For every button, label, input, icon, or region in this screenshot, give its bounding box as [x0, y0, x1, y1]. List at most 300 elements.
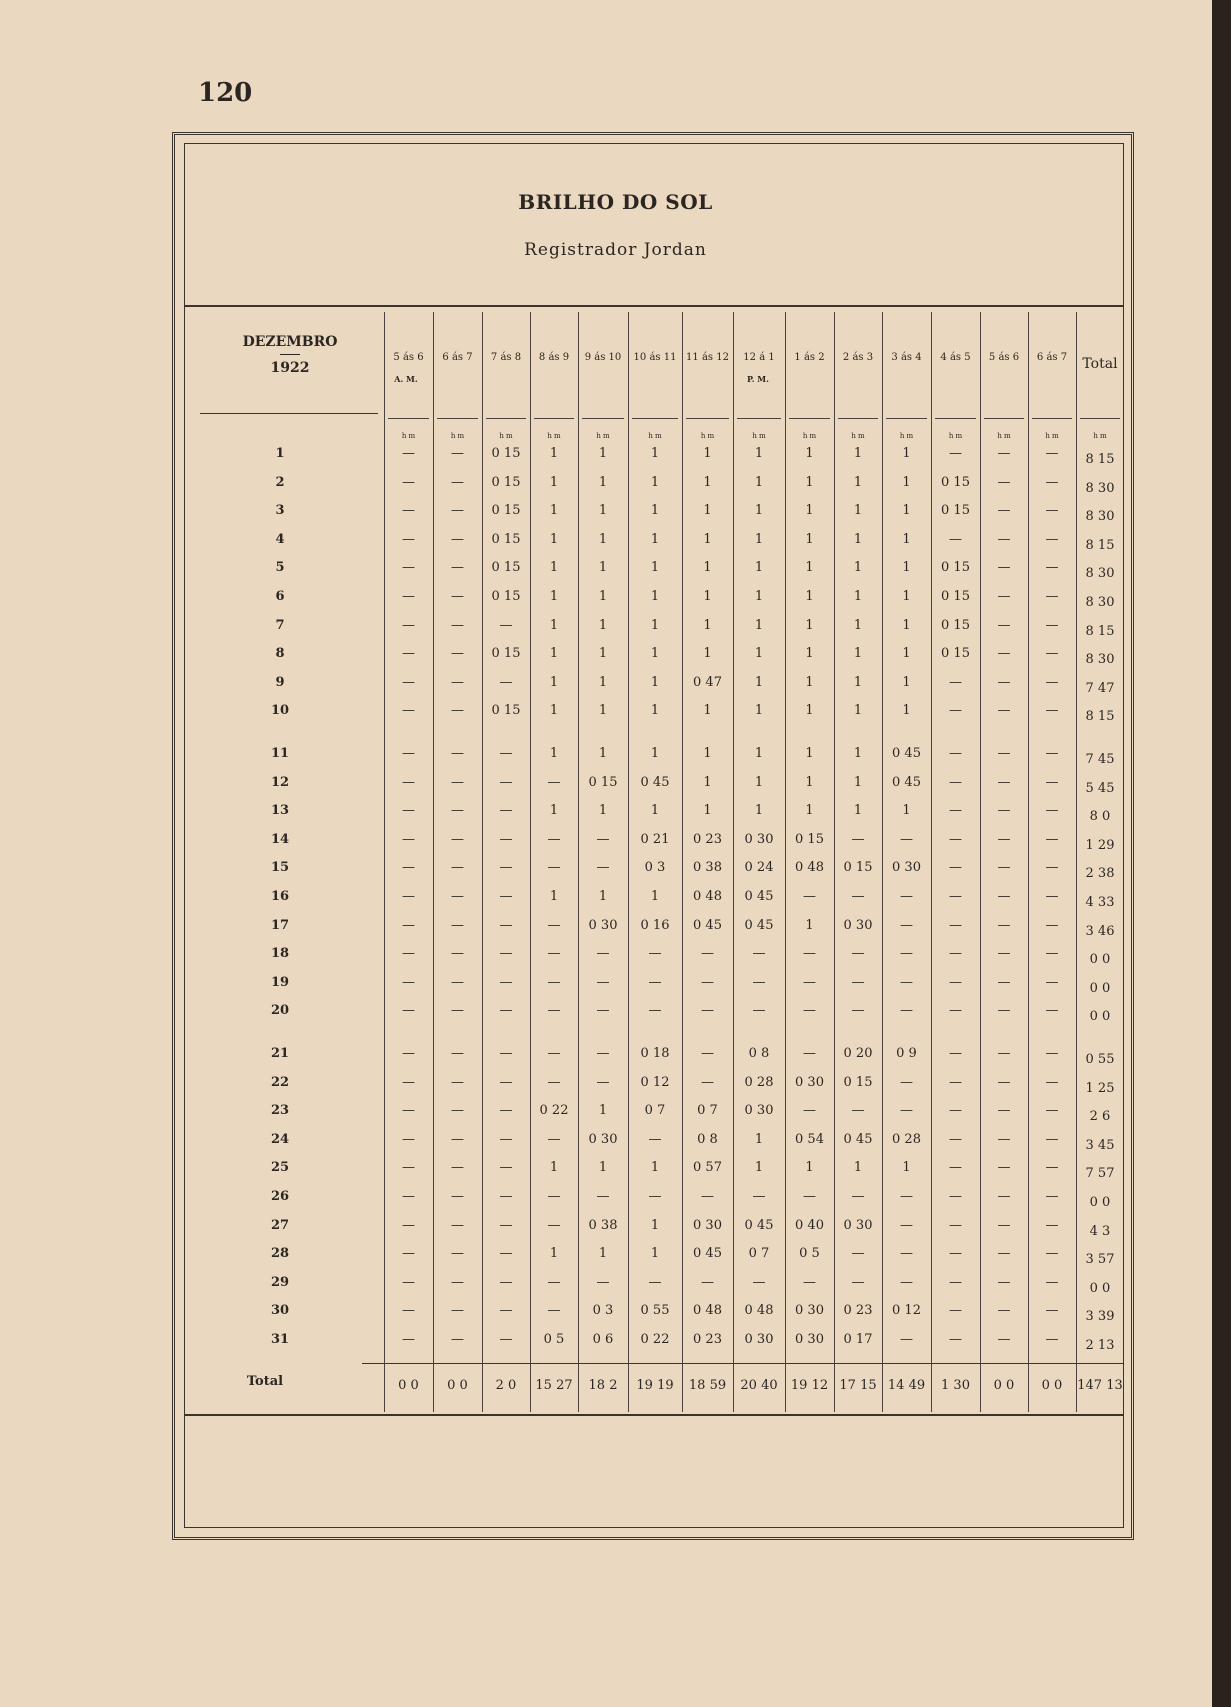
table-cell: — — [451, 1189, 464, 1204]
table-cell: 0 45 — [744, 889, 774, 904]
table-cell: — — [402, 646, 415, 662]
unit-label: h m — [401, 432, 416, 440]
table-cell: — — [648, 1003, 662, 1019]
table-cell: — — [701, 1046, 714, 1061]
total-cell: 15 27 — [535, 1378, 573, 1393]
table-cell: 1 — [805, 503, 814, 519]
year-label: 1922 — [270, 360, 310, 376]
table-cell: 0 45 — [892, 774, 921, 790]
table-cell: 0 15 — [941, 503, 970, 519]
table-cell: 2 38 — [1085, 866, 1115, 882]
table-cell: — — [499, 774, 513, 790]
table-cell: — — [701, 1274, 714, 1290]
table-cell: — — [402, 803, 415, 819]
table-cell: — — [701, 974, 714, 990]
table-cell: 0 15 — [795, 831, 824, 847]
table-cell: 1 — [754, 803, 764, 819]
table-cell: — — [997, 446, 1011, 461]
table-cell: — — [451, 831, 464, 847]
table-cell: — — [451, 474, 464, 490]
table-cell: — — [402, 503, 415, 519]
table-cell: — — [402, 774, 415, 790]
table-cell: — — [499, 1303, 513, 1319]
total-cell: 1 30 — [941, 1378, 970, 1393]
header-underline — [632, 418, 678, 419]
table-cell: — — [997, 917, 1011, 933]
table-cell: — — [1045, 1103, 1059, 1119]
table-cell: — — [451, 1246, 464, 1262]
table-cell: 0 15 — [491, 646, 521, 662]
table-cell: 1 25 — [1085, 1080, 1115, 1096]
table-cell: 1 — [598, 503, 608, 519]
table-cell: — — [499, 860, 513, 876]
table-cell: — — [949, 1189, 962, 1204]
table-cell: — — [1045, 1160, 1059, 1176]
table-cell: — — [949, 531, 962, 547]
table-cell: 1 — [549, 1160, 559, 1176]
table-cell: 0 3 — [644, 860, 666, 876]
table-cell: — — [949, 1217, 962, 1233]
day-label: 17 — [270, 917, 290, 933]
table-cell: — — [949, 1074, 962, 1090]
unit-label: h m — [851, 432, 865, 440]
table-cell: 0 15 — [491, 703, 521, 719]
table-cell: 0 24 — [744, 860, 774, 876]
column-header: 5 ás 6 — [393, 352, 424, 363]
table-cell: — — [997, 946, 1011, 962]
table-cell: — — [997, 1160, 1011, 1176]
table-cell: — — [997, 531, 1011, 547]
day-label: 13 — [270, 803, 290, 819]
unit-label: h m — [450, 432, 465, 440]
total-row-label: Total — [246, 1374, 284, 1389]
table-cell: — — [949, 1332, 962, 1347]
table-cell: — — [402, 746, 415, 761]
column-header: 5 ás 6 — [988, 352, 1020, 363]
table-cell: — — [402, 1103, 415, 1119]
day-label: 16 — [270, 889, 290, 904]
table-cell: 1 — [754, 474, 764, 490]
table-cell: 1 — [650, 617, 660, 633]
table-cell: — — [451, 617, 464, 633]
table-cell: 5 45 — [1085, 780, 1115, 796]
table-cell: 1 — [598, 703, 608, 719]
table-cell: — — [451, 560, 464, 576]
table-cell: 1 — [754, 703, 764, 719]
table-cell: — — [1045, 974, 1059, 990]
table-cell: 1 — [598, 560, 608, 576]
table-cell: — — [547, 860, 561, 876]
table-cell: — — [499, 831, 513, 847]
month-label: DEZEMBRO — [242, 334, 338, 350]
column-header: 11 ás 12 — [686, 352, 729, 363]
unit-label: h m — [1045, 432, 1059, 440]
table-cell: — — [949, 974, 962, 990]
table-cell: 1 — [853, 617, 863, 633]
table-cell: — — [851, 1003, 865, 1019]
unit-label: h m — [499, 432, 513, 440]
table-cell: — — [451, 1332, 464, 1347]
table-cell: 1 — [902, 646, 911, 662]
total-row-rule — [362, 1363, 1124, 1364]
table-cell: 0 5 — [799, 1246, 820, 1262]
table-cell: — — [402, 703, 415, 719]
table-cell: — — [451, 803, 464, 819]
day-label: 15 — [270, 860, 290, 876]
table-cell: 1 — [754, 1160, 764, 1176]
table-cell: 0 45 — [892, 746, 921, 761]
table-cell: — — [752, 1003, 766, 1019]
table-cell: 0 15 — [941, 474, 970, 490]
table-cell: 0 30 — [588, 1131, 618, 1147]
table-cell: 0 21 — [640, 831, 670, 847]
column-header: Total — [1082, 356, 1118, 372]
table-cell: 1 — [650, 646, 660, 662]
table-cell: 1 — [549, 1246, 559, 1262]
table-cell: — — [402, 617, 415, 633]
table-cell: 1 — [853, 503, 863, 519]
table-cell: 1 — [549, 803, 559, 819]
table-cell: — — [997, 974, 1011, 990]
table-cell: 8 15 — [1085, 537, 1115, 553]
column-header: 1 ás 2 — [794, 352, 825, 363]
table-cell: 8 30 — [1085, 652, 1115, 668]
table-cell: 1 — [754, 674, 764, 690]
table-cell: — — [1045, 1303, 1059, 1319]
table-cell: — — [596, 831, 610, 847]
table-cell: — — [803, 1046, 816, 1061]
table-subtitle: Registrador Jordan — [524, 240, 707, 260]
table-cell: — — [1045, 774, 1059, 790]
table-cell: 0 30 — [744, 831, 774, 847]
table-cell: — — [547, 1217, 561, 1233]
table-cell: — — [997, 1217, 1011, 1233]
table-cell: 4 3 — [1089, 1223, 1111, 1239]
day-label: 21 — [270, 1046, 290, 1061]
table-cell: 1 — [754, 560, 764, 576]
table-cell: — — [1045, 1189, 1059, 1204]
table-cell: 0 45 — [843, 1131, 873, 1147]
table-cell: — — [499, 1332, 513, 1347]
table-cell: 0 30 — [744, 1103, 774, 1119]
table-cell: 1 — [703, 617, 712, 633]
table-cell: 1 — [902, 446, 911, 461]
table-cell: 1 — [650, 1160, 660, 1176]
day-label: 28 — [270, 1246, 290, 1262]
table-cell: 8 30 — [1085, 480, 1115, 496]
table-cell: 1 — [805, 674, 814, 690]
table-cell: — — [997, 1303, 1011, 1319]
table-cell: — — [451, 503, 464, 519]
table-cell: 0 8 — [697, 1131, 718, 1147]
table-cell: — — [499, 1274, 513, 1290]
day-label: 6 — [275, 589, 285, 604]
table-cell: 0 23 — [693, 831, 722, 847]
column-header: 6 ás 7 — [442, 352, 473, 363]
header-underline — [1032, 418, 1072, 419]
table-cell: 0 47 — [693, 674, 722, 690]
table-cell: 0 28 — [892, 1131, 921, 1147]
total-cell: 2 0 — [495, 1378, 517, 1393]
month-underline — [200, 413, 378, 414]
table-cell: 0 30 — [843, 1217, 873, 1233]
table-cell: — — [803, 946, 816, 962]
column-header: 7 ás 8 — [490, 352, 522, 363]
day-label: 7 — [275, 617, 285, 633]
table-cell: 1 — [650, 889, 660, 904]
table-cell: 1 — [703, 560, 712, 576]
table-cell: 1 — [853, 674, 863, 690]
table-cell: 3 39 — [1085, 1309, 1115, 1325]
table-cell: — — [596, 1046, 610, 1061]
table-cell: — — [997, 1074, 1011, 1090]
table-cell: 1 — [805, 474, 814, 490]
table-cell: — — [648, 1189, 662, 1204]
table-cell: — — [851, 1189, 865, 1204]
table-cell: 1 — [805, 803, 814, 819]
table-cell: 0 38 — [693, 860, 722, 876]
total-cell: 14 49 — [887, 1378, 926, 1393]
table-cell: — — [1045, 889, 1059, 904]
table-cell: — — [1045, 1003, 1059, 1019]
day-label: 18 — [270, 946, 290, 962]
table-bottom-rule — [184, 1414, 1124, 1416]
table-cell: 3 46 — [1085, 923, 1115, 939]
table-cell: — — [752, 1274, 766, 1290]
table-cell: — — [499, 917, 513, 933]
table-cell: — — [402, 446, 415, 461]
table-cell: 1 — [549, 474, 559, 490]
table-cell: — — [851, 889, 865, 904]
table-cell: 1 — [805, 774, 814, 790]
table-cell: — — [1045, 617, 1059, 633]
table-cell: 0 15 — [941, 589, 970, 604]
table-cell: — — [547, 774, 561, 790]
table-cell: 0 45 — [693, 917, 722, 933]
table-cell: — — [648, 1131, 662, 1147]
table-cell: 1 — [805, 617, 814, 633]
table-cell: — — [402, 860, 415, 876]
table-cell: — — [499, 889, 513, 904]
table-cell: — — [547, 1303, 561, 1319]
table-cell: — — [596, 1074, 610, 1090]
table-cell: — — [596, 1189, 610, 1204]
table-cell: 1 — [805, 589, 814, 604]
table-cell: — — [451, 589, 464, 604]
table-cell: 1 — [754, 503, 764, 519]
table-cell: — — [451, 1303, 464, 1319]
table-cell: — — [997, 503, 1011, 519]
table-cell: 1 — [754, 1131, 764, 1147]
table-cell: — — [451, 1003, 464, 1019]
table-cell: 1 — [650, 746, 660, 761]
table-cell: — — [451, 746, 464, 761]
table-cell: 0 22 — [539, 1103, 569, 1119]
table-cell: — — [997, 831, 1011, 847]
day-label: 31 — [270, 1332, 290, 1347]
table-cell: 1 — [853, 589, 863, 604]
total-cell: 147 13 — [1077, 1378, 1123, 1393]
table-cell: — — [402, 1160, 415, 1176]
table-cell: — — [1045, 674, 1059, 690]
table-cell: 7 47 — [1085, 680, 1115, 696]
table-cell: — — [499, 617, 513, 633]
table-cell: 1 — [902, 503, 911, 519]
table-cell: — — [701, 1074, 714, 1090]
table-cell: 2 13 — [1085, 1338, 1115, 1353]
table-cell: 8 30 — [1085, 595, 1115, 610]
table-cell: — — [451, 1046, 464, 1061]
table-cell: — — [1045, 803, 1059, 819]
table-cell: — — [402, 474, 415, 490]
table-cell: 1 — [703, 446, 712, 461]
table-cell: — — [1045, 1131, 1059, 1147]
table-cell: — — [499, 1189, 513, 1204]
table-cell: 1 — [902, 1160, 911, 1176]
table-cell: — — [499, 1160, 513, 1176]
table-cell: — — [596, 946, 610, 962]
header-underline — [935, 418, 976, 419]
table-cell: — — [949, 1046, 962, 1061]
table-cell: 8 0 — [1089, 809, 1111, 825]
table-cell: 1 — [703, 746, 712, 761]
table-cell: — — [997, 1131, 1011, 1147]
table-cell: — — [1045, 1332, 1059, 1347]
table-cell: 1 — [549, 746, 559, 761]
table-cell: — — [900, 1274, 913, 1290]
table-cell: — — [949, 1303, 962, 1319]
table-cell: 0 15 — [941, 560, 970, 576]
table-cell: 1 29 — [1085, 837, 1115, 853]
table-cell: — — [752, 974, 766, 990]
table-cell: 0 0 — [1089, 980, 1111, 996]
table-cell: — — [949, 860, 962, 876]
table-cell: — — [402, 889, 415, 904]
unit-label: h m — [596, 432, 610, 440]
table-cell: — — [851, 946, 865, 962]
table-cell: 1 — [805, 646, 814, 662]
table-cell: — — [451, 774, 464, 790]
pm-label: P. M. — [747, 374, 769, 384]
table-cell: — — [547, 946, 561, 962]
table-cell: 0 5 — [543, 1332, 565, 1347]
header-underline — [686, 418, 729, 419]
table-cell: 1 — [853, 474, 863, 490]
total-cell: 17 15 — [839, 1378, 877, 1393]
day-label: 12 — [270, 774, 290, 790]
table-cell: 0 38 — [588, 1217, 618, 1233]
table-cell: 0 15 — [491, 531, 521, 547]
table-cell: — — [451, 917, 464, 933]
table-cell: — — [949, 703, 962, 719]
table-cell: — — [949, 1246, 962, 1262]
table-cell: 1 — [853, 560, 863, 576]
table-cell: 0 3 — [592, 1303, 614, 1319]
table-cell: 1 — [754, 646, 764, 662]
table-cell: — — [997, 1332, 1011, 1347]
table-cell: — — [949, 831, 962, 847]
table-cell: 1 — [853, 703, 863, 719]
table-cell: — — [997, 889, 1011, 904]
table-cell: — — [648, 946, 662, 962]
table-cell: — — [949, 774, 962, 790]
table-cell: 1 — [902, 617, 911, 633]
table-cell: — — [851, 974, 865, 990]
table-cell: 0 15 — [843, 1074, 873, 1090]
table-cell: — — [402, 1003, 415, 1019]
table-cell: — — [499, 974, 513, 990]
table-cell: 1 — [549, 503, 559, 519]
table-cell: 0 12 — [892, 1303, 921, 1319]
table-cell: — — [997, 560, 1011, 576]
table-cell: 0 48 — [693, 889, 722, 904]
table-cell: 1 — [549, 531, 559, 547]
unit-label: h m — [899, 432, 914, 440]
table-cell: — — [997, 1274, 1011, 1290]
header-underline — [984, 418, 1024, 419]
header-underline — [838, 418, 878, 419]
table-cell: — — [402, 1274, 415, 1290]
table-cell: — — [803, 1103, 816, 1119]
table-cell: 1 — [598, 589, 608, 604]
table-cell: 1 — [853, 531, 863, 547]
month-year-dash — [280, 354, 300, 355]
table-cell: — — [1045, 446, 1059, 461]
table-cell: — — [949, 1103, 962, 1119]
table-cell: 8 30 — [1085, 566, 1115, 582]
table-cell: 0 45 — [744, 1217, 774, 1233]
table-cell: — — [900, 889, 913, 904]
unit-label: h m — [648, 432, 662, 440]
table-cell: 1 — [549, 446, 559, 461]
day-label: 24 — [270, 1131, 290, 1147]
header-underline — [534, 418, 574, 419]
table-cell: — — [997, 746, 1011, 761]
table-cell: — — [499, 946, 513, 962]
table-cell: — — [997, 1103, 1011, 1119]
table-cell: — — [851, 1274, 865, 1290]
table-cell: 1 — [650, 474, 660, 490]
table-cell: — — [949, 674, 962, 690]
table-cell: 1 — [805, 746, 814, 761]
table-cell: — — [596, 1003, 610, 1019]
table-cell: 1 — [703, 803, 712, 819]
table-cell: 1 — [805, 560, 814, 576]
table-cell: 0 45 — [744, 917, 774, 933]
table-cell: — — [949, 917, 962, 933]
table-cell: 0 48 — [693, 1303, 722, 1319]
table-cell: 0 6 — [592, 1332, 614, 1347]
table-cell: 4 33 — [1085, 895, 1115, 910]
table-cell: 1 — [703, 589, 712, 604]
table-cell: 0 55 — [640, 1303, 670, 1319]
total-cell: 0 0 — [398, 1378, 419, 1393]
table-cell: — — [900, 1217, 913, 1233]
table-cell: — — [997, 1003, 1011, 1019]
table-cell: 0 15 — [491, 446, 521, 461]
table-cell: 0 54 — [795, 1131, 824, 1147]
table-cell: 1 — [598, 531, 608, 547]
table-cell: 1 — [650, 1217, 660, 1233]
table-cell: 1 — [703, 703, 712, 719]
table-cell: — — [949, 1131, 962, 1147]
table-cell: — — [648, 1274, 662, 1290]
table-cell: — — [752, 1189, 766, 1204]
table-cell: — — [451, 1217, 464, 1233]
table-cell: 1 — [902, 531, 911, 547]
table-cell: 1 — [598, 746, 608, 761]
header-underline — [886, 418, 927, 419]
